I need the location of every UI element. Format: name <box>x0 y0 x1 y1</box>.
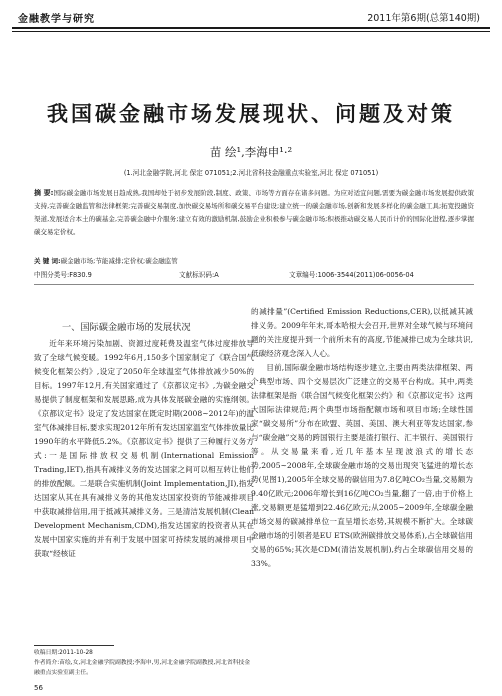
body-column-right <box>251 305 473 571</box>
body-paragraph: 的减排量”(Certified Emission Reductions,CER),以抵减其减排义务。2009年年末,哥本哈根大会召开,世界对全球气候与环境问题的关注度提升到一个前所未有的高度,节能减排已成为全球共识,低碳经济观念深入人心。 <box>251 307 473 358</box>
journal-name: 金融教学与研究 <box>18 14 95 25</box>
keywords <box>34 256 474 265</box>
section-heading: 一、国际碳金融市场的发展状况 <box>62 322 191 333</box>
abstract-label: 摘 要: <box>34 189 54 197</box>
issue-info: 2011年第6期(总第140期) <box>367 13 480 24</box>
body-column-left <box>34 337 254 561</box>
footnote <box>34 648 254 678</box>
clc-number: 中图分类号:F830.9 <box>34 271 92 279</box>
keywords-label: 关 键 词: <box>34 257 61 265</box>
footnote-divider <box>34 645 114 646</box>
article-authors: 苗 绘¹,李海申¹·² <box>209 145 293 159</box>
article-number: 文章编号:1006-3544(2011)06-0056-04 <box>289 271 414 279</box>
author-intro: 作者简介:苗绘,女,河北金融学院副教授;李海申,男,河北金融学院副教授,河北省科技金融重点实验室副主任。 <box>34 660 251 676</box>
header-divider <box>12 27 490 29</box>
body-paragraph: 近年来环境污染加剧、资源过度耗费及温室气体过度排放导致了全球气候变暖。1992年6月,150多个国家制定了《联合国气候变化框架公约》,设定了2050年全球温室气体排放减少50%的目标。1997年12月,有关国家通过了《京都议定书》,为碳金融交易提供了制度框架和发展思路,成为具体发展碳金融的实施纲领。《京都议定书》设定了发达国家在既定时期(2008~2012年)的温室气体减排目标,要求实现2012年所有发达国家温室气体排放量比1990年的水平降低5.2%。《京都议定书》提供了三种履行义务方式:一是国际排放权交易机制(International Emission Trading,IET),指具有减排义务的发达国家之间可以相互转让他们的排放配额。二是联合实施机制(Joint Implementation,JI),指发达国家从其在具有减排义务的其他发达国家投资的节能减排项目中获取减排信用,用于抵减其减排义务。三是清洁发展机制(Clean Development Mechanism,CDM),指发达国家的投资者从其在发展中国家实施的并有利于发展中国家可持续发展的减排项目中获取“经核证 <box>34 339 254 558</box>
keywords-text: 碳金融市场;节能减排;定价权;碳金融监管 <box>60 257 178 265</box>
received-date: 收稿日期:2011-10-28 <box>34 650 93 656</box>
page-number: 56 <box>34 684 43 692</box>
abstract-text: 国际碳金融市场发展日趋成熟,我国却处于初步发展阶段,制度、政策、市场等方面存在诸多问题。为应对适宜问题,需要为碳金融市场发展提供政策支持,完善碳金融监管和法律框架;完善碳交易制度,加快碳交易场所和碳交易平台建设;建立统一的碳金融市场,创新和发展多样化的碳金融工具;拓宽投融资渠道,发展适合本土的碳基金,完善碳金融中介服务;建立有效的激励机制,鼓励企业积极参与碳金融市场;积极推动碳交易人民币计价的国际化进程,逐步掌握碳交易定价权。 <box>34 189 474 236</box>
body-paragraph: 目前,国际碳金融市场结构逐步建立,主要由两类法律框架、两个典型市场、四个交易层次广泛建立的交易平台构成。其中,两类法律框架是指《联合国气候变化框架公约》和《京都议定书》这两大国际法律规范;两个典型市场指配额市场和项目市场;全球性国家“碳交易所”分布在欧盟、英国、美国、澳大利亚等发达国家,参与“碳金融”交易的跨国银行主要是渣打银行、汇丰银行、美国银行等。从交易量来看,近几年基本呈现波浪式的增长态势,2005~2008年,全球碳金融市场的交易出现突飞猛进的增长态势(见图1),2005年全球交易的碳信用为7.8亿吨CO₂当量,交易额为9.40亿欧元;2006年增长到16亿吨CO₂当量,翻了一倍,由于价格上涨,交易额更是猛增到22.46亿欧元;从2005~2009年,全球碳金融市场交易的碳减排单位一直呈增长态势,其规模不断扩大。全球碳金融市场的引领者是EU ETS(欧洲碳排放交易体系),占全球碳信用交易的65%;其次是CDM(清洁发展机制),约占全球碳信用交易的33%。 <box>251 363 473 568</box>
header-divider-thin <box>12 31 490 32</box>
author-affiliation: (1.河北金融学院,河北 保定 071051;2.河北省科技金融重点实验室,河北 保定 071051) <box>123 169 379 177</box>
abstract-divider <box>34 284 474 285</box>
article-title: 我国碳金融市场发展现状、问题及对策 <box>47 102 455 126</box>
document-code: 文献标识码:A <box>179 271 219 279</box>
abstract <box>34 187 474 239</box>
